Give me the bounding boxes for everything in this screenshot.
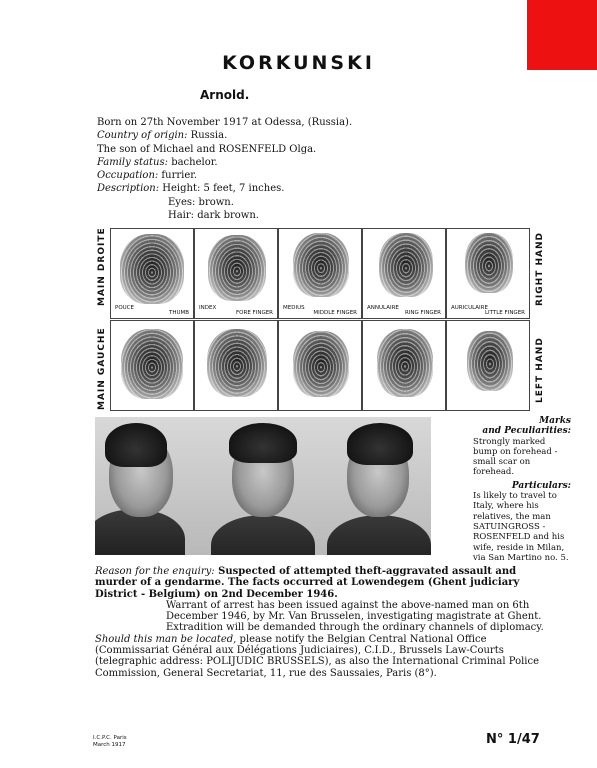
mugshot-front — [207, 417, 319, 555]
description-label: Description: — [97, 183, 160, 195]
fingerprint-image — [465, 233, 513, 293]
fingerprint-right-little — [446, 228, 530, 319]
reason-text: Suspected of attempted theft-aggravated assault and murder of a gendarme. The facts occurred at Lowendegem (Ghent judiciary District - Belgium) on 2nd December 1946. — [95, 566, 520, 600]
given-name: Arnold. — [200, 88, 250, 102]
left-hand-label-fr: MAIN GAUCHE — [97, 327, 107, 410]
fingerprint-right-thumb — [110, 228, 194, 319]
finger-label-en: MIDDLE FINGER — [313, 310, 357, 316]
country-label: Country of origin: — [97, 130, 188, 142]
notice-number: N° 1/47 — [486, 732, 540, 747]
marks-text: Strongly marked bump on forehead - small scar on forehead. — [473, 436, 558, 478]
fingerprint-image — [208, 235, 266, 301]
family-value: bachelor. — [168, 156, 218, 168]
located-paragraph — [95, 634, 560, 679]
fingerprint-left-little — [446, 320, 530, 411]
description-line — [97, 182, 352, 195]
right-hand-label-en: RIGHT HAND — [535, 232, 545, 306]
marks-heading: Marks — [539, 416, 571, 426]
occupation-value: furrier. — [158, 170, 198, 182]
occupation-line — [97, 169, 352, 182]
marks-panel — [473, 416, 571, 563]
fingerprint-image — [207, 329, 267, 397]
left-hand-label-en: LEFT HAND — [535, 337, 545, 403]
finger-label-fr: MEDIUS — [283, 305, 305, 311]
finger-label-en: THUMB — [168, 310, 189, 316]
finger-label-fr: INDEX — [199, 305, 217, 311]
footer-issuer — [93, 735, 127, 749]
located-text: please notify the Belgian Central National Office (Commissariat Général aux Délégations Judiciaires), C.I.D., Brussels Law-Courts (telegraphic address: POLIJUDIC BRUSSELS), as also the International Criminal Police Commission, General Secretariat, 11, rue des Saussaies, Paris (8°). — [95, 633, 540, 679]
enquiry-section — [95, 566, 560, 679]
fingerprint-image — [293, 233, 349, 297]
fingerprint-image — [293, 331, 349, 397]
finger-label-fr: AURICULAIRE — [451, 305, 488, 311]
finger-label-en: LITTLE FINGER — [484, 310, 525, 316]
extradition-paragraph: Extradition will be demanded through the ordinary channels of diplomacy. — [166, 622, 544, 634]
located-label: Should this man be located, — [95, 633, 237, 645]
biographical-details — [97, 116, 352, 222]
fingerprint-image — [120, 234, 184, 304]
footer-date: March 1917 — [93, 742, 126, 748]
occupation-label: Occupation: — [97, 170, 159, 182]
family-line — [97, 156, 352, 169]
fingerprint-left-thumb — [110, 320, 194, 411]
fingerprint-right-index — [194, 228, 278, 319]
particulars-heading: Particulars: — [511, 480, 571, 491]
fingerprint-left-ring — [362, 320, 446, 411]
mugshot-three-quarter — [319, 417, 431, 555]
marks-heading-2: and Peculiarities: — [482, 426, 571, 437]
footer-org: I.C.P.C. Paris — [93, 735, 127, 741]
birth-line: Born on 27th November 1917 at Odessa, (Russia). — [97, 117, 353, 128]
mugshot-strip — [95, 417, 431, 555]
fingerprint-image — [379, 233, 433, 297]
particulars-text: Is likely to travel to Italy, where his relatives, the man SATUINGROSS - ROSENFELD and his wife, reside in Milan, via San Martino no. 5. — [473, 491, 569, 563]
parents-line: The son of Michael and ROSENFELD Olga. — [97, 143, 317, 155]
fingerprint-right-middle — [278, 228, 362, 319]
surname-title: KORKUNSKI — [222, 52, 375, 74]
fingerprint-right-ring — [362, 228, 446, 319]
fingerprint-left-middle — [278, 320, 362, 411]
fingerprint-image — [467, 331, 513, 391]
finger-label-en: FORE FINGER — [236, 310, 273, 316]
country-line — [97, 129, 352, 142]
eyes-line: Eyes: brown. — [168, 196, 234, 208]
fingerprint-card — [95, 228, 550, 411]
height-value: Height: 5 feet, 7 inches. — [159, 183, 285, 195]
warrant-paragraph: Warrant of arrest has been issued against the above-named man on 6th December 1946, by Mr. Van Brusselen, investigating magistrate at Ghent. — [166, 599, 542, 623]
finger-label-fr: POUCE — [115, 305, 134, 311]
family-label: Family status: — [97, 156, 169, 168]
fingerprint-image — [121, 329, 183, 399]
hair-line: Hair: dark brown. — [168, 210, 259, 222]
reason-label: Reason for the enquiry: — [95, 566, 215, 577]
reason-paragraph — [95, 566, 560, 600]
country-value: Russia. — [187, 130, 228, 142]
mugshot-profile-left — [95, 417, 207, 555]
finger-label-en: RING FINGER — [404, 310, 441, 316]
right-hand-label-fr: MAIN DROITE — [97, 227, 107, 306]
fingerprint-left-index — [194, 320, 278, 411]
finger-label-fr: ANNULAIRE — [367, 305, 399, 311]
fingerprint-image — [377, 329, 433, 397]
